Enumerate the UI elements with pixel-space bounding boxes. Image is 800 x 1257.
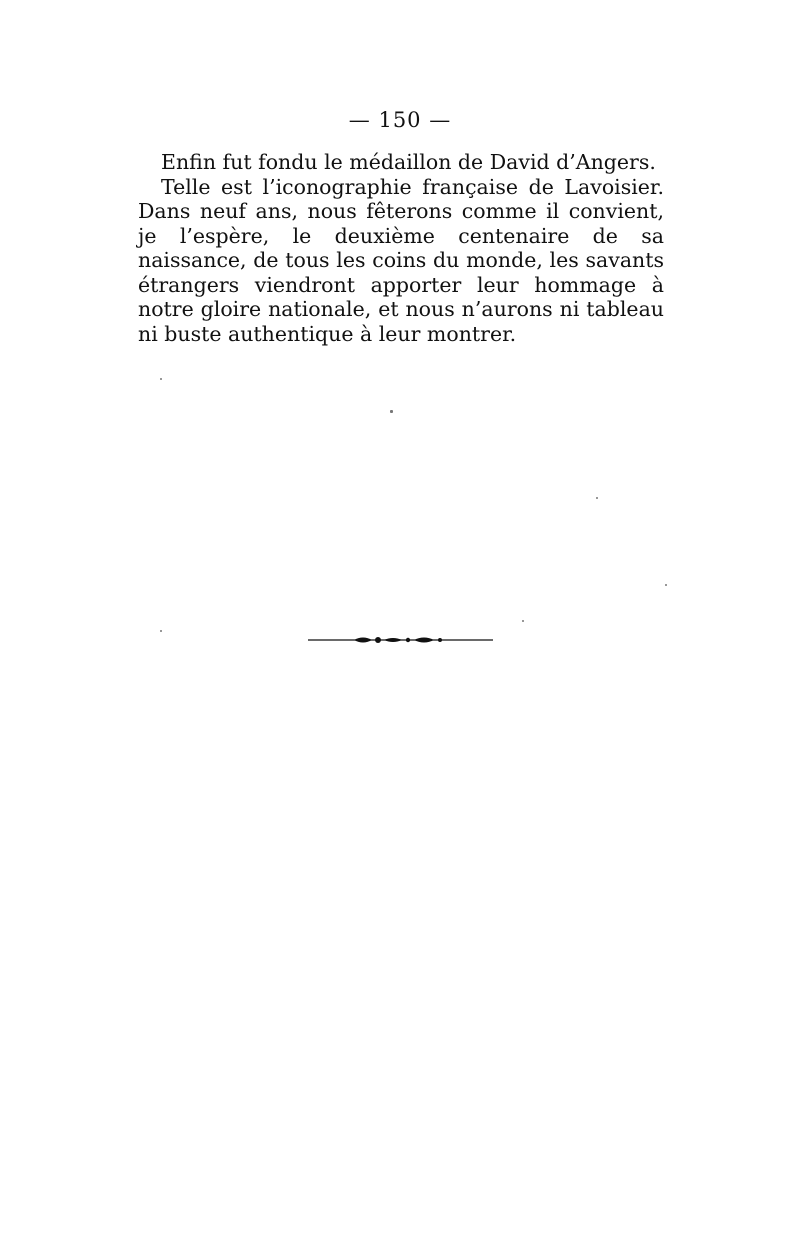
paper-speck xyxy=(522,620,524,622)
body-text xyxy=(138,150,664,346)
paper-speck xyxy=(160,378,162,380)
paper-speck xyxy=(390,410,393,413)
paper-speck xyxy=(160,630,162,632)
end-ornament-icon xyxy=(308,633,493,647)
paper-speck xyxy=(665,584,667,586)
paragraph-1: Enfin fut fondu le médaillon de David d’Angers. xyxy=(161,150,656,174)
paper-speck xyxy=(596,497,598,499)
paragraph-2: Telle est l’iconographie française de Lavoisier. Dans neuf ans, nous fêterons comme il convient, je l’espère, le deuxième centenaire de sa naissance, de tous les coins du monde, les savants étrangers viendront apporter leur hommage à notre gloire nationale, et nous n’aurons ni tableau ni buste authentique à leur montrer. xyxy=(138,174,664,346)
page-number: — 150 — xyxy=(348,108,452,132)
